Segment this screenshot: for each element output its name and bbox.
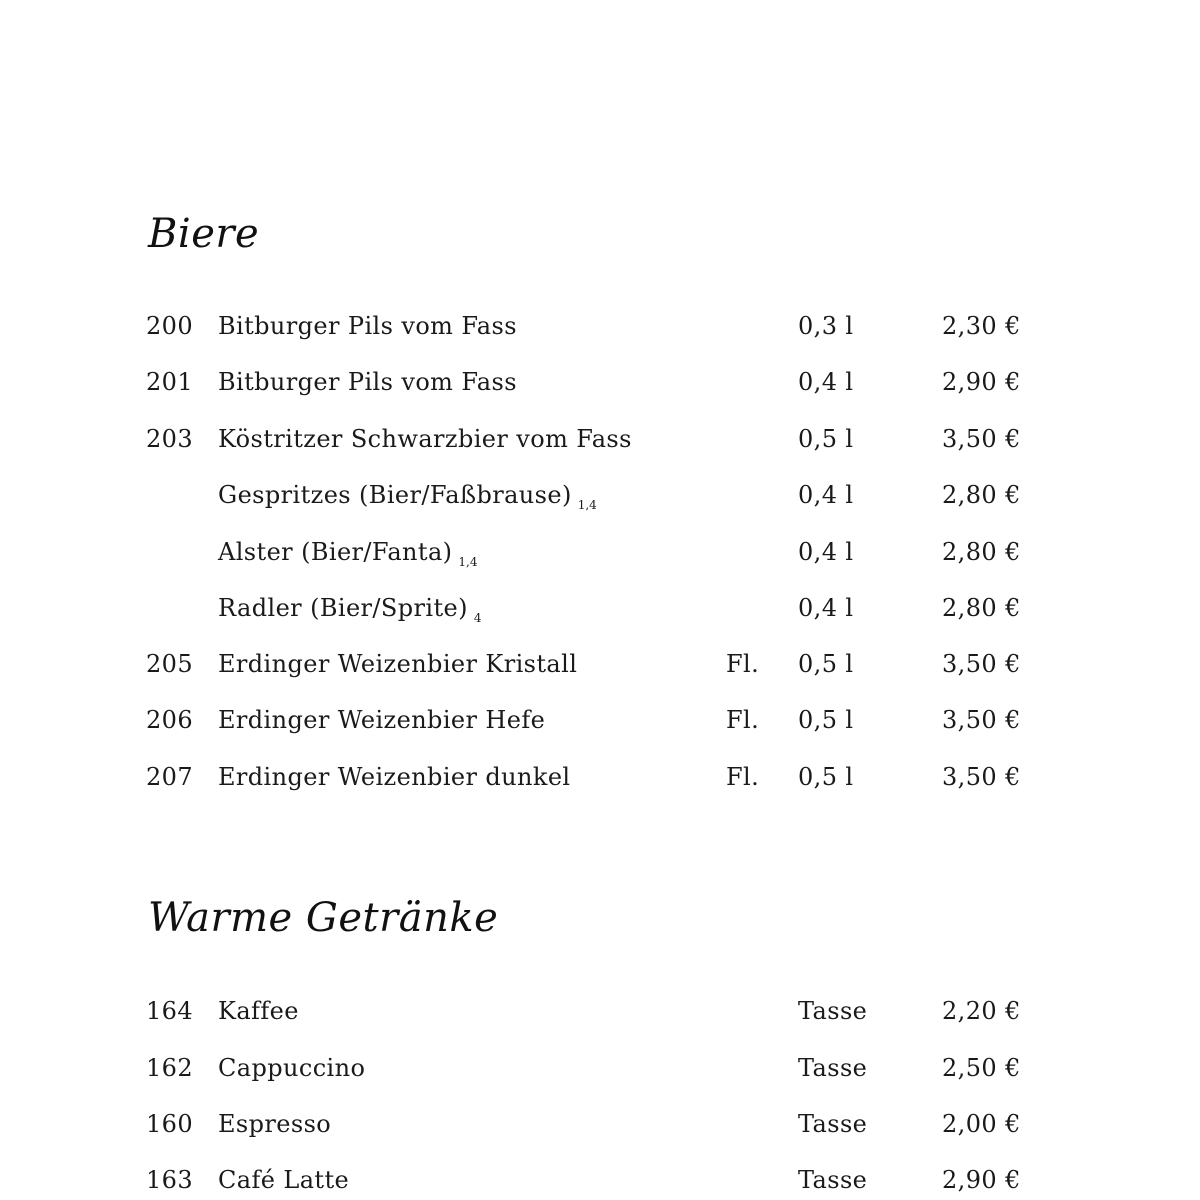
item-name: Köstritzer Schwarzbier vom Fass [218, 425, 632, 453]
item-price: 3,50 € [942, 706, 1021, 734]
item-container: Fl. [726, 706, 760, 734]
item-size: 0,4 l [798, 481, 854, 509]
menu-item [0, 700, 1200, 740]
menu-item [0, 475, 1200, 515]
item-price: 3,50 € [942, 650, 1021, 678]
menu-item [0, 419, 1200, 459]
item-name: Cappuccino [218, 1054, 366, 1082]
menu-item [0, 532, 1200, 572]
item-size: Tasse [798, 1054, 868, 1082]
item-size: 0,5 l [798, 706, 854, 734]
item-price: 2,90 € [942, 1166, 1021, 1194]
item-price: 2,90 € [942, 368, 1021, 396]
item-container: Fl. [726, 650, 760, 678]
item-price: 3,50 € [942, 425, 1021, 453]
item-number: 203 [146, 425, 194, 453]
item-name: Erdinger Weizenbier Hefe [218, 706, 546, 734]
item-price: 2,80 € [942, 594, 1021, 622]
item-name: Café Latte [218, 1166, 350, 1194]
item-name: Bitburger Pils vom Fass [218, 312, 517, 340]
item-number: 207 [146, 763, 194, 791]
item-name: Erdinger Weizenbier Kristall [218, 650, 578, 678]
item-number: 164 [146, 997, 194, 1025]
item-name: Gespritzes (Bier/Faßbrause) $_{1,4}$ [218, 481, 597, 512]
menu-item [0, 1104, 1200, 1144]
item-size: 0,5 l [798, 650, 854, 678]
item-size: 0,4 l [798, 368, 854, 396]
item-name: Alster (Bier/Fanta) $_{1,4}$ [218, 538, 478, 569]
item-price: 2,50 € [942, 1054, 1021, 1082]
item-size: Tasse [798, 997, 868, 1025]
item-name: Espresso [218, 1110, 332, 1138]
menu-item [0, 644, 1200, 684]
section-title-warme-getraenke: Warme Getränke [148, 895, 499, 941]
item-number: 162 [146, 1054, 194, 1082]
item-number: 163 [146, 1166, 194, 1194]
allergen-note: 1,4 [458, 555, 478, 569]
item-size: 0,5 l [798, 425, 854, 453]
item-container: Fl. [726, 763, 760, 791]
item-size: 0,4 l [798, 538, 854, 566]
item-number: 206 [146, 706, 194, 734]
item-number: 201 [146, 368, 194, 396]
menu-item [0, 362, 1200, 402]
menu-item [0, 588, 1200, 628]
item-price: 3,50 € [942, 763, 1021, 791]
item-number: 205 [146, 650, 194, 678]
item-name: Erdinger Weizenbier dunkel [218, 763, 571, 791]
item-price: 2,80 € [942, 538, 1021, 566]
allergen-note: 4 [473, 611, 482, 625]
menu-item [0, 306, 1200, 346]
item-size: Tasse [798, 1166, 868, 1194]
item-size: 0,4 l [798, 594, 854, 622]
item-number: 200 [146, 312, 194, 340]
menu-item [0, 1048, 1200, 1088]
item-number: 160 [146, 1110, 194, 1138]
item-size: Tasse [798, 1110, 868, 1138]
item-price: 2,00 € [942, 1110, 1021, 1138]
section-title-biere: Biere [148, 211, 260, 257]
item-name: Radler (Bier/Sprite) $_4$ [218, 594, 482, 625]
item-size: 0,5 l [798, 763, 854, 791]
menu-item [0, 1160, 1200, 1200]
allergen-note: 1,4 [577, 498, 597, 512]
item-name: Bitburger Pils vom Fass [218, 368, 517, 396]
item-size: 0,3 l [798, 312, 854, 340]
item-price: 2,30 € [942, 312, 1021, 340]
menu-item [0, 757, 1200, 797]
item-price: 2,80 € [942, 481, 1021, 509]
item-name: Kaffee [218, 997, 299, 1025]
menu-item [0, 991, 1200, 1031]
item-price: 2,20 € [942, 997, 1021, 1025]
